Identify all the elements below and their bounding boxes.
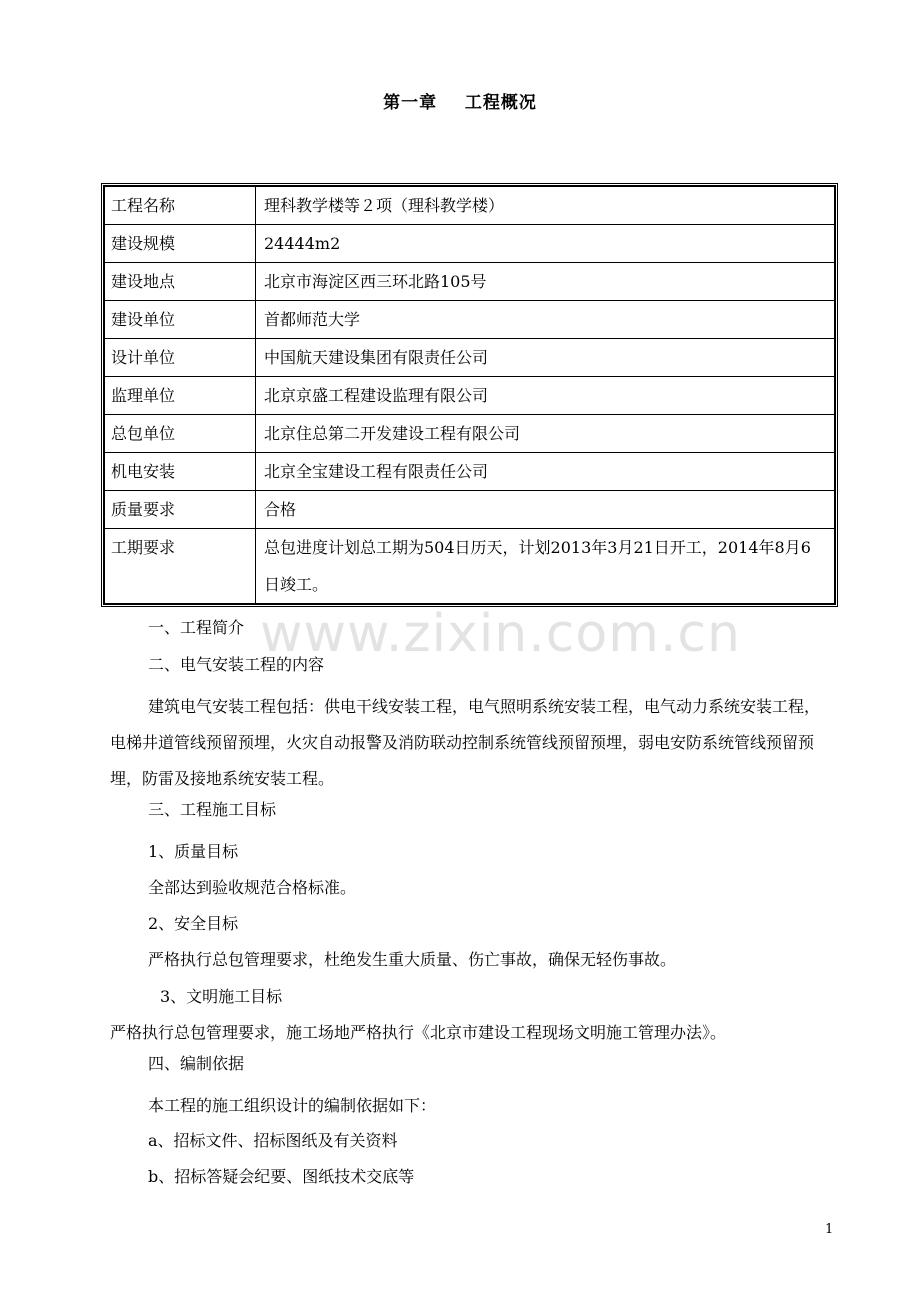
page-number: 1 [825,1222,834,1237]
row-label: 工期要求 [105,529,256,604]
row-label: 工程名称 [105,187,256,225]
row-value: 24444m2 [256,225,835,263]
goal-text: 严格执行总包管理要求，杜绝发生重大质量、伤亡事故，确保无轻伤事故。 [148,950,677,969]
row-label: 总包单位 [105,415,256,453]
table-row [105,263,835,301]
row-value: 首都师范大学 [256,301,835,339]
table-row [105,225,835,263]
table-row [105,339,835,377]
goal-text: 全部达到验收规范合格标准。 [148,878,357,897]
goal-title: 1、质量目标 [148,842,239,861]
row-label: 监理单位 [105,377,256,415]
row-label: 设计单位 [105,339,256,377]
table-row [105,491,835,529]
basis-intro: 本工程的施工组织设计的编制依据如下： [148,1096,437,1115]
row-label: 建设地点 [105,263,256,301]
goal-text: 严格执行总包管理要求，施工场地严格执行《北京市建设工程现场文明施工管理办法》。 [110,1023,727,1042]
section-heading: 二、电气安装工程的内容 [148,655,325,674]
section-paragraph [110,689,830,797]
table-row [105,301,835,339]
table-row [105,377,835,415]
row-value: 北京市海淀区西三环北路105号 [256,263,835,301]
row-value: 中国航天建设集团有限责任公司 [256,339,835,377]
goal-title: 3、文明施工目标 [160,987,283,1006]
section-heading: 一、工程简介 [148,618,245,637]
table-row [105,415,835,453]
row-value: 北京京盛工程建设监理有限公司 [256,377,835,415]
project-info-table [101,183,838,607]
section-heading: 三、工程施工目标 [148,800,277,819]
basis-item: a、招标文件、招标图纸及有关资料 [148,1131,398,1150]
section-heading: 四、编制依据 [148,1054,245,1073]
row-label: 机电安装 [105,453,256,491]
row-value: 理科教学楼等２项（理科教学楼） [256,187,835,225]
row-value: 北京全宝建设工程有限责任公司 [256,453,835,491]
row-value: 合格 [256,491,835,529]
chapter-title: 第一章 工程概况 [383,93,537,113]
watermark: www.zixin.com.cn [260,604,741,664]
row-label: 建设规模 [105,225,256,263]
goal-title: 2、安全目标 [148,914,239,933]
row-value: 总包进度计划总工期为504日历天，计划2013年3月21日开工，2014年8月6日竣工。 [256,529,835,604]
paragraph-text: 建筑电气安装工程包括：供电干线安装工程，电气照明系统安装工程，电气动力系统安装工程，电梯井道管线预留预埋，火灾自动报警及消防联动控制系统管线预留预埋，弱电安防系统管线预留预埋，防雷及接地系统安装工程。 [110,697,821,788]
table-row [105,529,835,604]
table-row [105,453,835,491]
table-row [105,187,835,225]
row-label: 质量要求 [105,491,256,529]
row-value: 北京住总第二开发建设工程有限公司 [256,415,835,453]
basis-item: b、招标答疑会纪要、图纸技术交底等 [148,1167,415,1186]
row-label: 建设单位 [105,301,256,339]
